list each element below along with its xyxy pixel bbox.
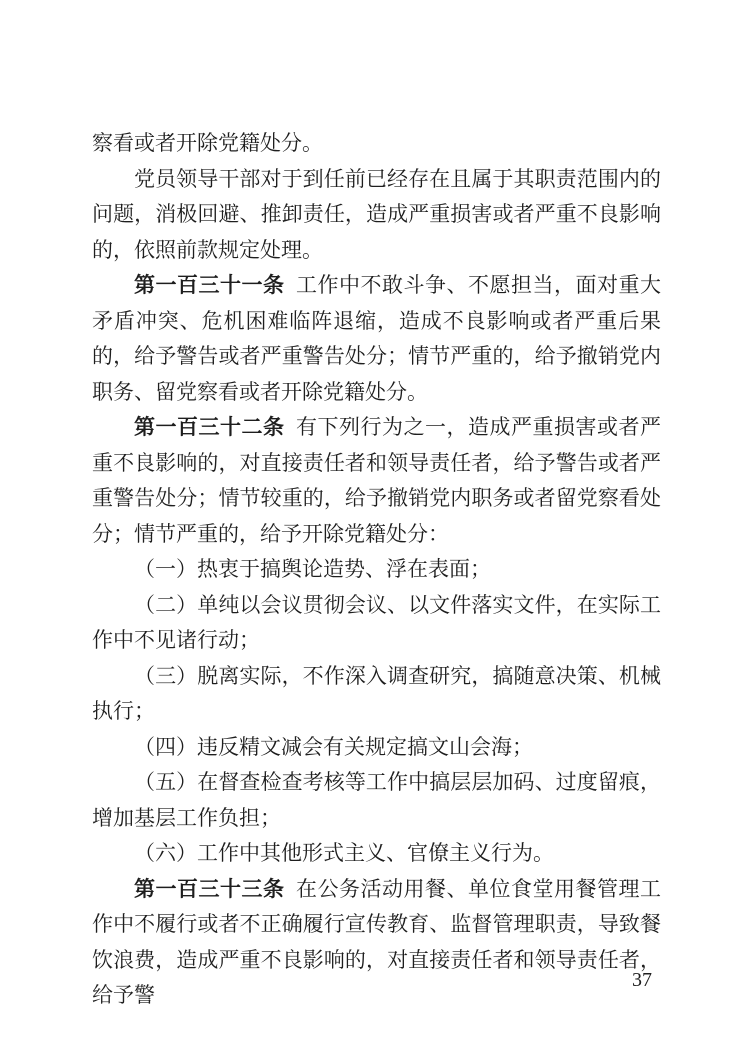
list-item-4 — [92, 730, 661, 766]
list-item-5 — [92, 765, 661, 836]
paragraph-text: 党员领导干部对于到任前已经存在且属于其职责范围内的问题，消极回避、推卸责任，造成严重损害或者严重不良影响的，依照前款规定处理。 — [92, 166, 661, 262]
paragraph-text: 有下列行为之一，造成严重损害或者严重不良影响的，对直接责任者和领导责任者，给予警告或者严重警告处分；情节较重的，给予撤销党内职务或者留党察看处分；情节严重的，给予开除党籍处分： — [92, 415, 662, 546]
paragraph-text: （六）工作中其他形式主义、官僚主义行为。 — [134, 841, 554, 865]
paragraph — [92, 126, 661, 162]
list-item-1 — [92, 552, 661, 588]
paragraph-text: 察看或者开除党籍处分。 — [92, 131, 323, 155]
text-content — [92, 126, 661, 1014]
paragraph-text: （二）单纯以会议贯彻会议、以文件落实文件，在实际工作中不见诸行动； — [92, 592, 661, 652]
paragraph-text: （三）脱离实际，不作深入调查研究，搞随意决策、机械执行； — [92, 663, 661, 723]
paragraph-text: （五）在督查检查考核等工作中搞层层加码、过度留痕，增加基层工作负担； — [92, 770, 661, 830]
paragraph-text: （一）热衷于搞舆论造势、浮在表面； — [134, 557, 491, 581]
list-item-6 — [92, 836, 661, 872]
paragraph-text: 工作中不敢斗争、不愿担当，面对重大矛盾冲突、危机困难临阵退缩，造成不良影响或者严重后果的，给予警告或者严重警告处分；情节严重的，给予撤销党内职务、留党察看或者开除党籍处分。 — [92, 273, 662, 404]
list-item-3 — [92, 659, 661, 730]
paragraph-article-133 — [92, 872, 661, 1014]
article-lead: 第一百三十一条 — [134, 273, 285, 297]
paragraph-text: （四）违反精文减会有关规定搞文山会海； — [134, 734, 533, 759]
paragraph-article-131 — [92, 268, 661, 410]
page-number: 37 — [632, 969, 652, 991]
list-item-2 — [92, 588, 661, 659]
article-lead: 第一百三十三条 — [134, 876, 285, 901]
paragraph-text: 在公务活动用餐、单位食堂用餐管理工作中不履行或者不正确履行宣传教育、监督管理职责，导致餐饮浪费，造成严重不良影响的，对直接责任者和领导责任者，给予警 — [92, 876, 662, 1007]
paragraph-article-132 — [92, 410, 661, 552]
paragraph — [92, 162, 661, 269]
article-lead: 第一百三十二条 — [134, 415, 285, 439]
